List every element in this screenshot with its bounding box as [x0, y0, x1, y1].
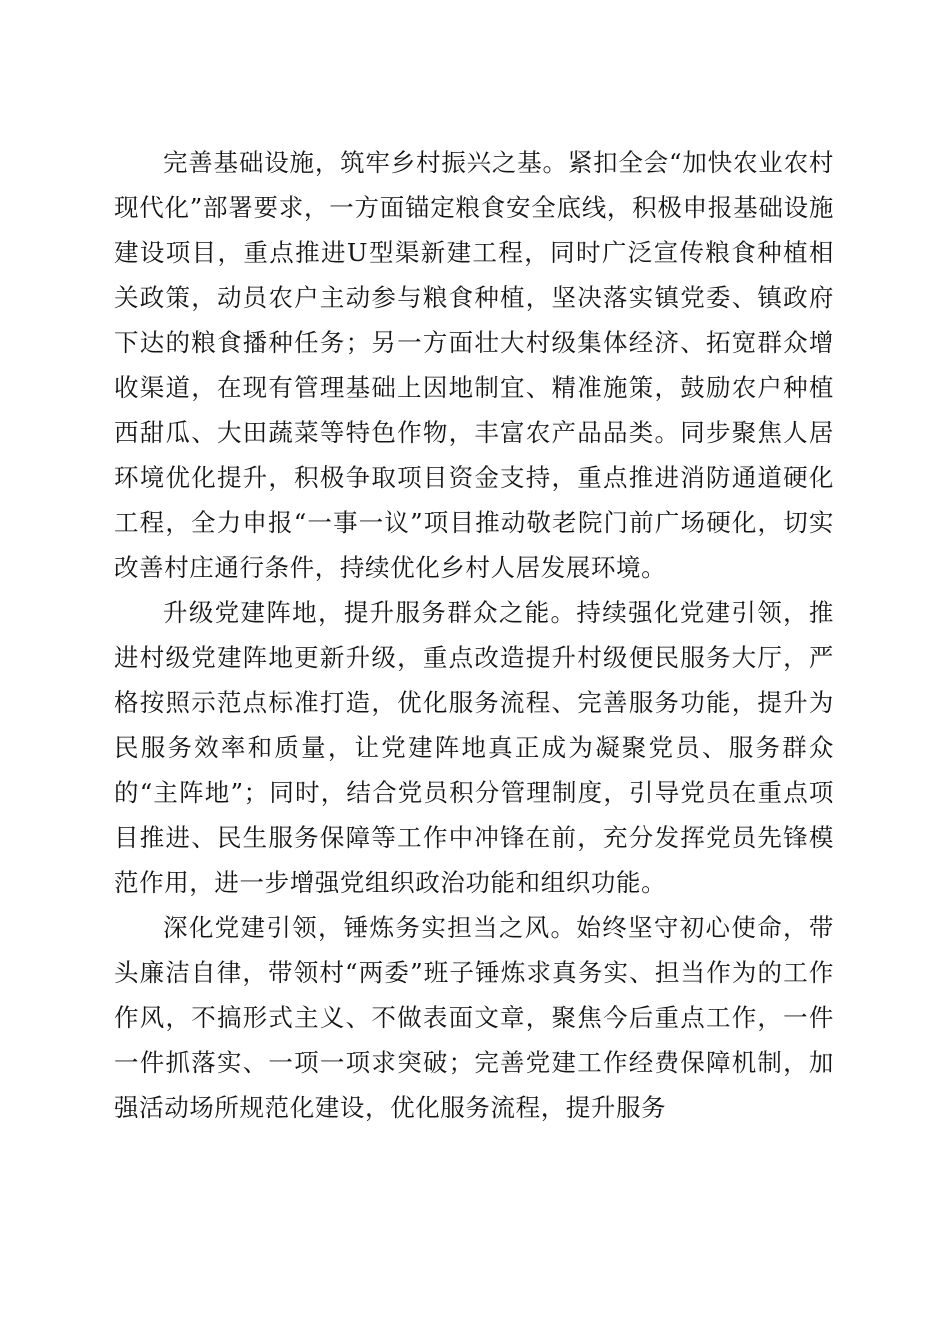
- document-body: [114, 140, 834, 1130]
- paragraph-infrastructure: 完善基础设施，筑牢乡村振兴之基。紧扣全会“加快农业农村现代化”部署要求，一方面锚定粮食安全底线，积极申报基础设施建设项目，重点推进U型渠新建工程，同时广泛宣传粮食种植相关政策，动员农户主动参与粮食种植，坚决落实镇党委、镇政府下达的粮食播种任务；另一方面壮大村级集体经济、拓宽群众增收渠道，在现有管理基础上因地制宜、精准施策，鼓励农户种植西甜瓜、大田蔬菜等特色作物，丰富农产品品类。同步聚焦人居环境优化提升，积极争取项目资金支持，重点推进消防通道硬化工程，全力申报“一事一议”项目推动敬老院门前广场硬化，切实改善村庄通行条件，持续优化乡村人居发展环境。: [114, 148, 834, 582]
- paragraph-party-building-position: 升级党建阵地，提升服务群众之能。持续强化党建引领，推进村级党建阵地更新升级，重点改造提升村级便民服务大厅，严格按照示范点标准打造，优化服务流程、完善服务功能，提升为民服务效率和质量，让党建阵地真正成为凝聚党员、服务群众的“主阵地”；同时，结合党员积分管理制度，引导党员在重点项目推进、民生服务保障等工作中冲锋在前，充分发挥党员先锋模范作用，进一步增强党组织政治功能和组织功能。: [114, 598, 834, 897]
- paragraph-party-leadership: 深化党建引领，锤炼务实担当之风。始终坚守初心使命，带头廉洁自律，带领村“两委”班子锤炼求真务实、担当作为的工作作风，不搞形式主义、不做表面文章，聚焦今后重点工作，一件一件抓落实、一项一项求突破；完善党建工作经费保障机制，加强活动场所规范化建设，优化服务流程，提升服务: [114, 913, 834, 1122]
